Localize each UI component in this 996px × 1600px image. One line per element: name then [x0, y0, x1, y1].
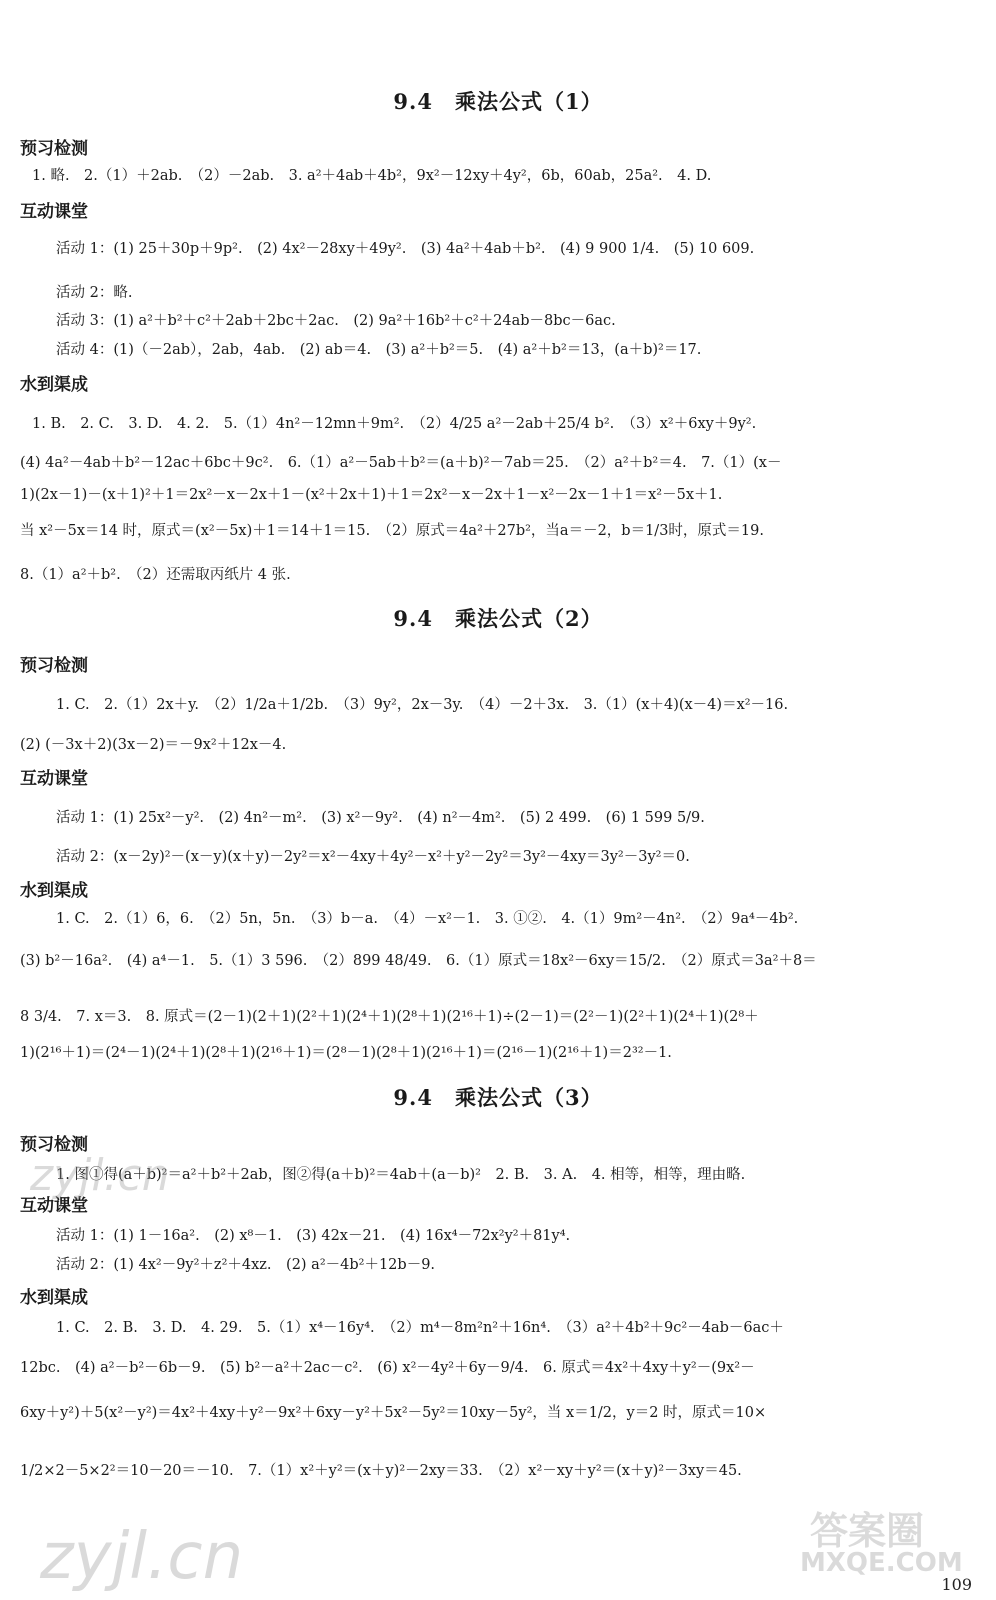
- watermark-text: zyjl.cn: [40, 1520, 244, 1594]
- answer-line: 1. 略. 2.（1）＋2ab. （2）－2ab. 3. a²＋4ab＋4b²，9x²－12xy＋4y²，6b，60ab，25a². 4. D.: [32, 168, 712, 184]
- answer-line: (2) (－3x＋2)(3x－2)＝－9x²＋12x－4.: [20, 737, 287, 753]
- answer-line: 1. 图①得(a＋b)²＝a²＋b²＋2ab，图②得(a＋b)²＝4ab＋(a－b)² 2. B. 3. A. 4. 相等，相等，理由略.: [56, 1167, 746, 1183]
- answer-line: 1. C. 2.（1）2x＋y. （2）1/2a＋1/2b. （3）9y²，2x－3y. （4）－2＋3x. 3.（1）(x＋4)(x－4)＝x²－16.: [56, 697, 789, 713]
- watermark-url: MXQE.COM: [800, 1548, 963, 1578]
- answer-line: 1)(2x－1)－(x＋1)²＋1＝2x²－x－2x＋1－(x²＋2x＋1)＋1＝2x²－x－2x＋1－x²－2x－1＋1＝x²－5x＋1.: [20, 487, 723, 503]
- section-heading-interactive: 互动课堂: [20, 1196, 88, 1216]
- section-heading-practice: 水到渠成: [20, 375, 88, 395]
- section-heading-preview: 预习检测: [20, 1135, 88, 1155]
- answer-line: 活动 1：(1) 25＋30p＋9p². (2) 4x²－28xy＋49y². (3) 4a²＋4ab＋b². (4) 9 900 1/4. (5) 10 609.: [56, 241, 755, 257]
- section-heading-preview: 预习检测: [20, 139, 88, 159]
- answer-line: 6xy＋y²)＋5(x²－y²)＝4x²＋4xy＋y²－9x²＋6xy－y²＋5x²－5y²＝10xy－5y²，当 x＝1/2，y＝2 时，原式＝10×: [20, 1405, 767, 1421]
- answer-line: 当 x²－5x＝14 时，原式＝(x²－5x)＋1＝14＋1＝15. （2）原式＝4a²＋27b²，当a＝－2，b＝1/3时，原式＝19.: [20, 523, 764, 539]
- section-heading-practice: 水到渠成: [20, 1288, 88, 1308]
- answer-line: 活动 1：(1) 25x²－y². (2) 4n²－m². (3) x²－9y². (4) n²－4m². (5) 2 499. (6) 1 599 5/9.: [56, 810, 705, 826]
- answer-line: 1)(2¹⁶＋1)＝(2⁴－1)(2⁴＋1)(2⁸＋1)(2¹⁶＋1)＝(2⁸－1)(2⁸＋1)(2¹⁶＋1)＝(2¹⁶－1)(2¹⁶＋1)＝2³²－1.: [20, 1045, 672, 1061]
- section-title: 9.4 乘法公式（1）: [393, 89, 603, 114]
- answer-line: 活动 3：(1) a²＋b²＋c²＋2ab＋2bc＋2ac. (2) 9a²＋16b²＋c²＋24ab－8bc－6ac.: [56, 313, 616, 329]
- section-heading-interactive: 互动课堂: [20, 202, 88, 222]
- answer-line: 活动 2：(x－2y)²－(x－y)(x＋y)－2y²＝x²－4xy＋4y²－x²＋y²－2y²＝3y²－4xy＝3y²－3y²＝0.: [56, 849, 690, 865]
- answer-line: (4) 4a²－4ab＋b²－12ac＋6bc＋9c². 6.（1）a²－5ab＋b²＝(a＋b)²－7ab＝25. （2）a²＋b²＝4. 7.（1）(x－: [20, 455, 782, 471]
- page-number: 109: [941, 1575, 972, 1594]
- watermark-text: zyjl.cn: [30, 1150, 170, 1201]
- answer-line: 1. B. 2. C. 3. D. 4. 2. 5.（1）4n²－12mn＋9m². （2）4/25 a²－2ab＋25/4 b². （3）x²＋6xy＋9y².: [32, 416, 757, 432]
- answer-line: 1. C. 2. B. 3. D. 4. 29. 5.（1）x⁴－16y⁴. （2）m⁴－8m²n²＋16n⁴. （3）a²＋4b²＋9c²－4ab－6ac＋: [56, 1320, 784, 1336]
- answer-line: 1/2×2－5×2²＝10－20＝－10. 7.（1）x²＋y²＝(x＋y)²－2xy＝33. （2）x²－xy＋y²＝(x＋y)²－3xy＝45.: [20, 1463, 742, 1479]
- answer-line: (3) b²－16a². (4) a⁴－1. 5.（1）3 596. （2）899 48/49. 6.（1）原式＝18x²－6xy＝15/2. （2）原式＝3a²＋8＝: [20, 953, 817, 969]
- answer-line: 活动 4：(1)（－2ab），2ab，4ab. (2) ab＝4. (3) a²＋b²＝5. (4) a²＋b²＝13，(a＋b)²＝17.: [56, 342, 702, 358]
- section-heading-practice: 水到渠成: [20, 881, 88, 901]
- answer-line: 8 3/4. 7. x＝3. 8. 原式＝(2－1)(2＋1)(2²＋1)(2⁴＋1)(2⁸＋1)(2¹⁶＋1)÷(2－1)＝(2²－1)(2²＋1)(2⁴＋1)(2⁸＋: [20, 1009, 759, 1025]
- answer-line: 12bc. (4) a²－b²－6b－9. (5) b²－a²＋2ac－c². (6) x²－4y²＋6y－9/4. 6. 原式＝4x²＋4xy＋y²－(9x²－: [20, 1360, 755, 1376]
- section-title: 9.4 乘法公式（3）: [393, 1085, 603, 1110]
- answer-line: 活动 1：(1) 1－16a². (2) x⁸－1. (3) 42x－21. (4) 16x⁴－72x²y²＋81y⁴.: [56, 1228, 571, 1244]
- section-heading-interactive: 互动课堂: [20, 769, 88, 789]
- answer-line: 1. C. 2.（1）6，6. （2）5n，5n. （3）b－a. （4）－x²－1. 3. ①②. 4.（1）9m²－4n². （2）9a⁴－4b².: [56, 911, 799, 927]
- watermark-logo: 答案圈: [810, 1509, 925, 1553]
- answer-line: 活动 2：(1) 4x²－9y²＋z²＋4xz. (2) a²－4b²＋12b－9.: [56, 1257, 436, 1273]
- section-heading-preview: 预习检测: [20, 656, 88, 676]
- answer-line: 8.（1）a²＋b². （2）还需取丙纸片 4 张.: [20, 567, 291, 583]
- section-title: 9.4 乘法公式（2）: [393, 606, 603, 631]
- answer-line: 活动 2：略.: [56, 285, 133, 301]
